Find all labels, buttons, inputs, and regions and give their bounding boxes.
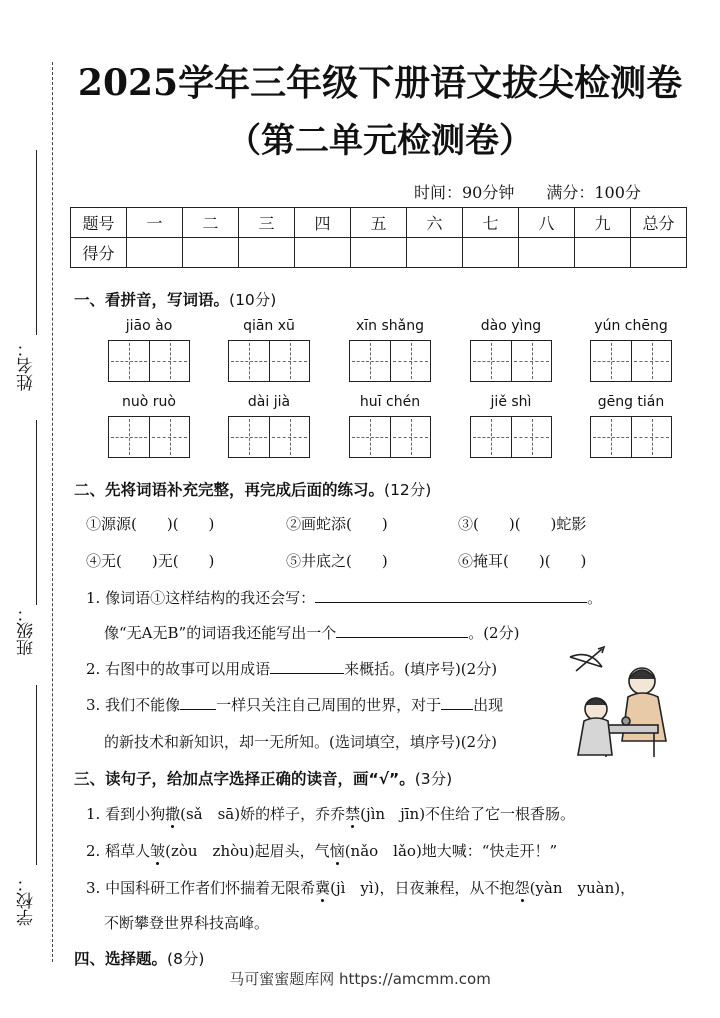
dotted-char: 皱 (150, 842, 166, 860)
score-header-cell: 一 (127, 208, 183, 238)
section-4-title: 四、选择题。 (74, 950, 168, 968)
score-table-score-row (71, 238, 687, 268)
pinyin-label: dài jià (247, 394, 291, 410)
school-label: 学校： (17, 875, 37, 926)
answer-blank[interactable] (180, 695, 216, 710)
name-line (36, 150, 37, 335)
section-4-heading (74, 947, 204, 969)
pinyin-label: yún chēng (594, 318, 668, 334)
score-header-cell: 七 (463, 208, 519, 238)
writing-grid[interactable] (108, 416, 190, 458)
dotted-char: 禁 (345, 805, 361, 823)
question-2-1b (104, 622, 519, 643)
score-header-cell: 九 (575, 208, 631, 238)
pinyin-choice[interactable]: (zòu zhòu)起眉头，气 (165, 842, 330, 860)
q2b-text: 来概括。(填序号)(2分) (344, 660, 498, 678)
section-3-title: 三、读句子，给加点字选择正确的读音，画“√”。 (74, 770, 415, 788)
score-cell[interactable] (575, 238, 631, 268)
pinyin-label: nuò ruò (122, 394, 176, 410)
s3-part: 3. 中国科研工作者们怀揣着无限希 (86, 879, 316, 897)
score-cell[interactable] (295, 238, 351, 268)
score-header-cell: 题号 (71, 208, 127, 238)
s2-part: 2. 稻草人 (86, 842, 151, 860)
pinyin-label: gēng tián (597, 394, 665, 410)
sentence-1 (86, 803, 575, 824)
score-cell[interactable] (127, 238, 183, 268)
pinyin-label: jiě shì (490, 394, 532, 410)
pinyin-label: jiāo ào (125, 318, 173, 334)
answer-blank[interactable] (441, 695, 473, 710)
page-subtitle: （第二单元检测卷） (227, 121, 533, 161)
writing-grid[interactable] (349, 340, 431, 382)
question-2-3 (86, 694, 503, 715)
pinyin-choice[interactable]: (jìn jīn)不住给了它一根香肠。 (360, 805, 576, 823)
writing-grid[interactable] (470, 340, 552, 382)
score-cell[interactable] (519, 238, 575, 268)
pinyin-choice[interactable]: (nǎo lǎo)地大喊：“快走开！” (344, 842, 558, 860)
q2a-text: 2. 右图中的故事可以用成语 (86, 660, 271, 678)
idiom-item[interactable]: ②画蛇添( ) (286, 515, 388, 533)
score-header-cell: 五 (351, 208, 407, 238)
binding-line (52, 62, 53, 962)
score-cell[interactable] (239, 238, 295, 268)
score-cell[interactable] (183, 238, 239, 268)
score-header-cell: 六 (407, 208, 463, 238)
score-header-cell: 总分 (631, 208, 687, 238)
idiom-item[interactable]: ①源源( )( ) (86, 515, 215, 533)
dotted-char: 恼 (329, 842, 345, 860)
pinyin-choice[interactable]: (yàn yuàn)， (529, 879, 636, 897)
answer-blank[interactable] (270, 659, 344, 674)
pinyin-label: huī chén (359, 394, 421, 410)
question-2-3-cont: 的新技术和新知识，却一无所知。(选词填空，填序号)(2分) (104, 733, 497, 751)
idiom-item[interactable]: ⑤井底之( ) (286, 552, 388, 570)
writing-grid[interactable] (590, 416, 672, 458)
section-3-points: (3分) (414, 770, 453, 788)
story-illustration (562, 645, 682, 763)
idiom-item[interactable]: ④无( )无( ) (86, 552, 215, 570)
section-4-points: (8分) (167, 950, 205, 968)
dotted-char: 怨 (514, 879, 530, 897)
pinyin-label: xīn shǎng (355, 318, 424, 334)
sentence-3-cont: 不断攀登世界科技高峰。 (104, 914, 270, 932)
idiom-item[interactable]: ③( )( )蛇影 (458, 515, 587, 533)
score-cell[interactable] (631, 238, 687, 268)
writing-grid[interactable] (228, 416, 310, 458)
section-2-points: (12分) (384, 481, 432, 499)
q3b-text: 一样只关注自己周围的世界，对于 (216, 696, 442, 714)
pinyin-label: dào yìng (480, 318, 542, 334)
score-cell[interactable] (351, 238, 407, 268)
writing-grid[interactable] (349, 416, 431, 458)
score-header-cell: 三 (239, 208, 295, 238)
q3c-text: 出现 (473, 696, 504, 714)
section-2-title: 二、先将词语补充完整，再完成后面的练习。 (74, 481, 385, 499)
section-2-heading (74, 478, 431, 500)
class-label: 班级： (17, 605, 37, 656)
score-cell[interactable] (407, 238, 463, 268)
writing-grid[interactable] (590, 340, 672, 382)
section-3-heading (74, 767, 452, 789)
dotted-char: 撒 (165, 805, 181, 823)
section-1-points: (10分) (229, 291, 277, 309)
page-title: 2025学年三年级下册语文拔尖检测卷 (77, 62, 683, 104)
writing-grid[interactable] (470, 416, 552, 458)
s1-part: 1. 看到小狗 (86, 805, 166, 823)
section-1-heading (74, 288, 276, 310)
score-header-cell: 四 (295, 208, 351, 238)
score-table-header-row (71, 208, 687, 238)
score-header-cell: 八 (519, 208, 575, 238)
watermark-footer: 马可蜜蜜题库网 https://amcmm.com (229, 970, 491, 988)
score-table (70, 207, 687, 268)
pinyin-choice[interactable]: (jì yì)，日夜兼程，从不抱 (330, 879, 515, 897)
school-line (36, 685, 37, 865)
question-2-1a (86, 587, 602, 608)
dotted-char: 冀 (315, 879, 331, 897)
q1b-text: 像“无A无B”的词语我还能写出一个 (104, 624, 337, 642)
q1a-end: 。 (587, 589, 603, 607)
pinyin-choice[interactable]: (sǎ sā)娇的样子，乔乔 (180, 805, 346, 823)
name-label: 姓名： (17, 340, 37, 391)
score-cell[interactable] (463, 238, 519, 268)
section-1-title: 一、看拼音，写词语。 (74, 291, 230, 309)
question-2-2 (86, 658, 497, 679)
answer-blank[interactable] (315, 588, 587, 603)
q3a-text: 3. 我们不能像 (86, 696, 181, 714)
idiom-item[interactable]: ⑥掩耳( )( ) (458, 552, 587, 570)
class-line (36, 420, 37, 605)
pinyin-label: qiān xū (243, 318, 295, 334)
sentence-3 (86, 877, 635, 898)
score-header-cell: 二 (183, 208, 239, 238)
sentence-2 (86, 840, 557, 861)
answer-blank[interactable] (336, 623, 468, 638)
q1b-end: 。(2分) (468, 624, 520, 642)
score-row-label: 得分 (71, 238, 127, 268)
writing-grid[interactable] (228, 340, 310, 382)
writing-grid[interactable] (108, 340, 190, 382)
time-info: 时间：90分钟 满分：100分 (414, 183, 641, 202)
q1a-text: 1. 像词语①这样结构的我还会写： (86, 589, 316, 607)
